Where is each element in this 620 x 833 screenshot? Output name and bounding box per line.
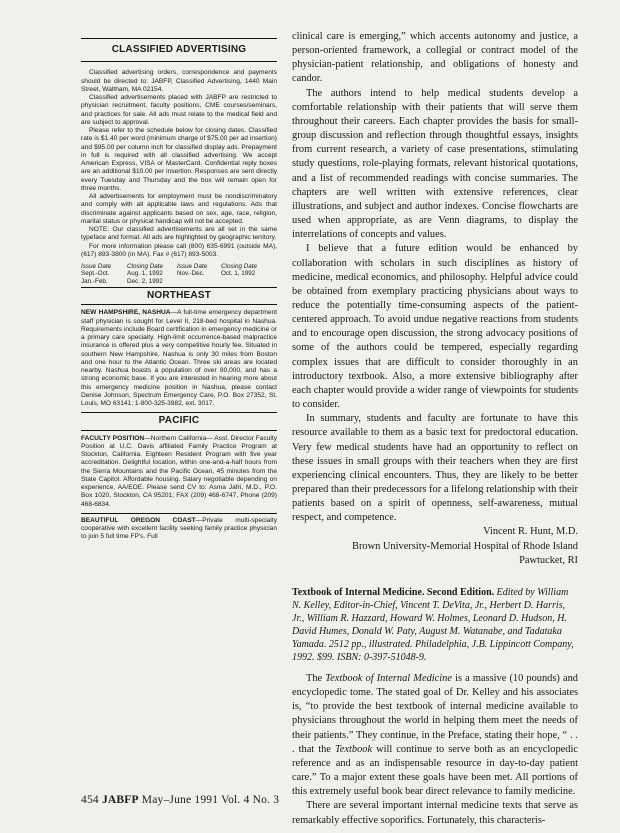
classified-para-3: Please refer to the schedule below for closing dates. Classified rate is $1.40 per word (minimum charge of $75.00 per ad insertion) and $95.00 per column inch for classified display ads. Prepayment in full is required with all classified advertising. We accept American Express, VISA or MasterCard. Confidential reply boxes are an additional $10.00 per insertion. Responses are sent directly every Tuesday and Thursday and the box will remain open for three months. bbox=[81, 127, 277, 192]
classified-title: CLASSIFIED ADVERTISING bbox=[111, 44, 247, 55]
reviewer-city: Pawtucket, RI bbox=[519, 554, 578, 566]
book-title: Textbook of Internal Medicine. Second Edition. bbox=[292, 586, 495, 598]
page-number: 454 bbox=[81, 794, 99, 806]
table-cell: Nov.-Dec. bbox=[177, 270, 205, 278]
review-para-1: clinical care is emerging,” which accents autonomy and justice, a person-oriented framework, a collegial or contract model of the physician-patient relationship, and obligations of honesty and candor. bbox=[292, 31, 578, 85]
text-run: is a massive (10 pounds) and encyclopedic tome. The stated goal of Dr. Kelley and his associates is, “to provide the best textbook of internal medicine available to physicians throughout the world in helping them meet the needs of their patients.” They continue, in the Preface, stating their hope, “ . . . that the bbox=[292, 672, 578, 755]
issue-date: May–June 1991 bbox=[141, 794, 219, 806]
table-header: Closing Date bbox=[127, 263, 164, 270]
review-para-2: The authors intend to help medical students develop a comfortable relationship with their patients that will serve them throughout their careers. Each chapter provides the basis for small-group discussion and reflection through thoughtful essays, insights from current research, a variety of case presentations, stimulating study questions, role-playing formats, relevant historical quotations, and a list of recommended readings with concise summaries. The chapters are well written with extensive references, clear illustrations, and subject and author indexes. Concise flowcharts are used when appropriate, as are Venn diagrams, to display the interrelations of concepts and values. bbox=[292, 87, 578, 241]
text-run: will continue to serve both as an encyclopedic reference and as an indispensable resource in day-to-day patient care.” To a major extent these goals have been met. All portions of this extremely useful book bear direct relevance to family medicine. bbox=[292, 743, 578, 798]
classified-note: NOTE: Our classified advertisements are all set in the same typeface and format. All ads are highlighted by geographic territory. bbox=[81, 226, 277, 242]
table-cell bbox=[221, 278, 277, 285]
table-header: Issue Date bbox=[81, 263, 112, 270]
table-cell: Aug. 1, 1992 bbox=[127, 270, 163, 278]
northeast-ad bbox=[81, 309, 277, 408]
page-footer bbox=[81, 794, 279, 806]
review-para-6: There are several important internal medicine texts that serve as remarkably effective soporifics. Fortunately, this characteris- bbox=[292, 800, 578, 826]
ad-text: —Private multi-specialty cooperative with excellent facility seeking family practice physician to join 5 full time FP's. Full bbox=[81, 516, 278, 541]
volume: Vol. 4 No. 3 bbox=[221, 794, 280, 806]
reviewer-institution: Brown University-Memorial Hospital of Rhode Island bbox=[352, 540, 578, 552]
table-cell: Sept.-Oct. bbox=[81, 270, 110, 278]
book-details: Edited by William N. Kelley, Editor-in-Chief, Vincent T. DeVita, Jr., Herbert D. Harris, Jr., William R. Hazzard, Howard W. Holmes, Leonard D. Hudson, H. David Humes, Donald W. Paty, August M. Watanabe, and Tadataka Yamada. 2512 pp., illustrated. Philadelphia, J.B. Lippincott Company, 1992. $99. ISBN: 0-397-51048-9. bbox=[292, 586, 574, 663]
pacific-ad-1 bbox=[81, 435, 277, 509]
ad-lead: FACULTY POSITION bbox=[81, 434, 145, 442]
text-run: The bbox=[306, 672, 326, 684]
review-column bbox=[292, 30, 578, 828]
table-cell: Dec. 2, 1992 bbox=[127, 277, 163, 285]
classified-column bbox=[81, 38, 277, 542]
book-title-ref: Textbook of Internal Medicine bbox=[325, 672, 452, 684]
ad-text: —A full-time emergency department staff physician is sought for Level II, 218-bed hospital in Nashua. Requirements include Board certification in emergency medicine or a primary care specialty. High-limit occurrence-based malpractice insurance is offered plus a very competitive hourly fee. Situated in southern New Hampshire, Nashua is only 30 miles from Boston and one hour to the Atlantic Ocean. Three ski areas are located nearby. Nashua boasts a population of over 80,000, and has a strong economic base. If you are interested in hearing more about this emergency medicine position in Nashua, please contact Denise Johnson, Spectrum Emergency Care, P.O. Box 27352, St. Louis, MO 63141; 1-800-325-3982, ext. 3017. bbox=[81, 309, 277, 408]
classified-para-4: All advertisements for employment must be nondiscriminatory and comply with all applicable laws and regulations. Ads that discriminate against applicants based on sex, age, race, religion, marital status or physical handicap will not be accepted. bbox=[81, 193, 277, 225]
northeast-title: NORTHEAST bbox=[146, 290, 212, 302]
review-para-4: In summary, students and faculty are fortunate to have this resource available to them as a basic text for predoctoral education. Very few medical students have had an opportunity to reflect on these issues in small groups with their teachers when they are first experiencing clinical encounters. Thus, they are likely to be better prepared than their predecessors for a lifelong relationship with their patients based on a spirit of openness, self-awareness, mutual respect, and competence. bbox=[292, 413, 578, 524]
review-para-3: I believe that a future edition would be enhanced by collaboration with scholars in such disciplines as history of medicine, medical economics, and philosophy. Helpful advice could be obtained from exemplary practicing physicians about ways to reduce the potentially time-consuming aspects of the patient-centered approach. To avoid undue negative reactions from students and to encourage open discussion, the strong advocacy positions of some of the authors could be tempered, especially regarding complex issues that are difficult to consider thoroughly in an introductory textbook. Also, a more extensive bibliography after each chapter would provide a wider range of viewpoints for students to consider. bbox=[292, 243, 578, 411]
classified-contact: For more information please call (800) 635-6991 (outside MA), (617) 893-3800 (in MA). Fax # (617) 893-5003. bbox=[81, 242, 277, 258]
ad-lead: BEAUTIFUL OREGON COAST bbox=[81, 516, 196, 524]
table-cell: Oct. 1, 1992 bbox=[221, 270, 256, 278]
ad-lead: NEW HAMPSHIRE, NASHUA bbox=[81, 309, 171, 317]
table-cell bbox=[177, 278, 221, 285]
table-header: Closing Date bbox=[221, 263, 258, 270]
book-title-ref: Textbook bbox=[334, 743, 373, 755]
ad-text: —Northern California— Asst. Director Faculty Position at U.C. Davis affiliated Family Practice Program at Stockton, California. Eighteen Resident Program with five year accreditation. Delightful location, within one-and-a-half hours from the Sierra Mountains and the Pacific Ocean, 45 minutes from the State Capitol. Affordable housing. Salary negotiable depending on experience. AA/EOE. Please send CV to: Asma Jafri, M.D., P.O. Box 1020, Stockton, CA 95201; FAX (209) 468-6747, Phone (209) 468-6834. bbox=[81, 434, 277, 508]
pacific-title: PACIFIC bbox=[158, 415, 200, 427]
classified-para-1: Classified advertising orders, correspondence and payments should be directed to: JABFP, Classified Advertising, 1440 Main Street, Waltham, MA 02154. bbox=[81, 69, 277, 93]
closing-dates-table bbox=[81, 263, 277, 285]
review-para-5 bbox=[292, 672, 578, 799]
table-header: Issue Date bbox=[177, 263, 208, 270]
classified-para-2: Classified advertisements placed with JABFP are restricted to physician recruitment, faculty positions, CME courses/seminars, and practices for sale. All ads must relate to the medical field and are subject to approval. bbox=[81, 94, 277, 126]
ad-divider bbox=[81, 513, 277, 514]
reviewer-name: Vincent R. Hunt, M.D. bbox=[483, 526, 578, 538]
pacific-ad-2 bbox=[81, 517, 277, 542]
journal-name: JABFP bbox=[101, 794, 139, 806]
book-citation bbox=[292, 586, 578, 664]
table-cell: Jan.-Feb. bbox=[81, 277, 108, 285]
